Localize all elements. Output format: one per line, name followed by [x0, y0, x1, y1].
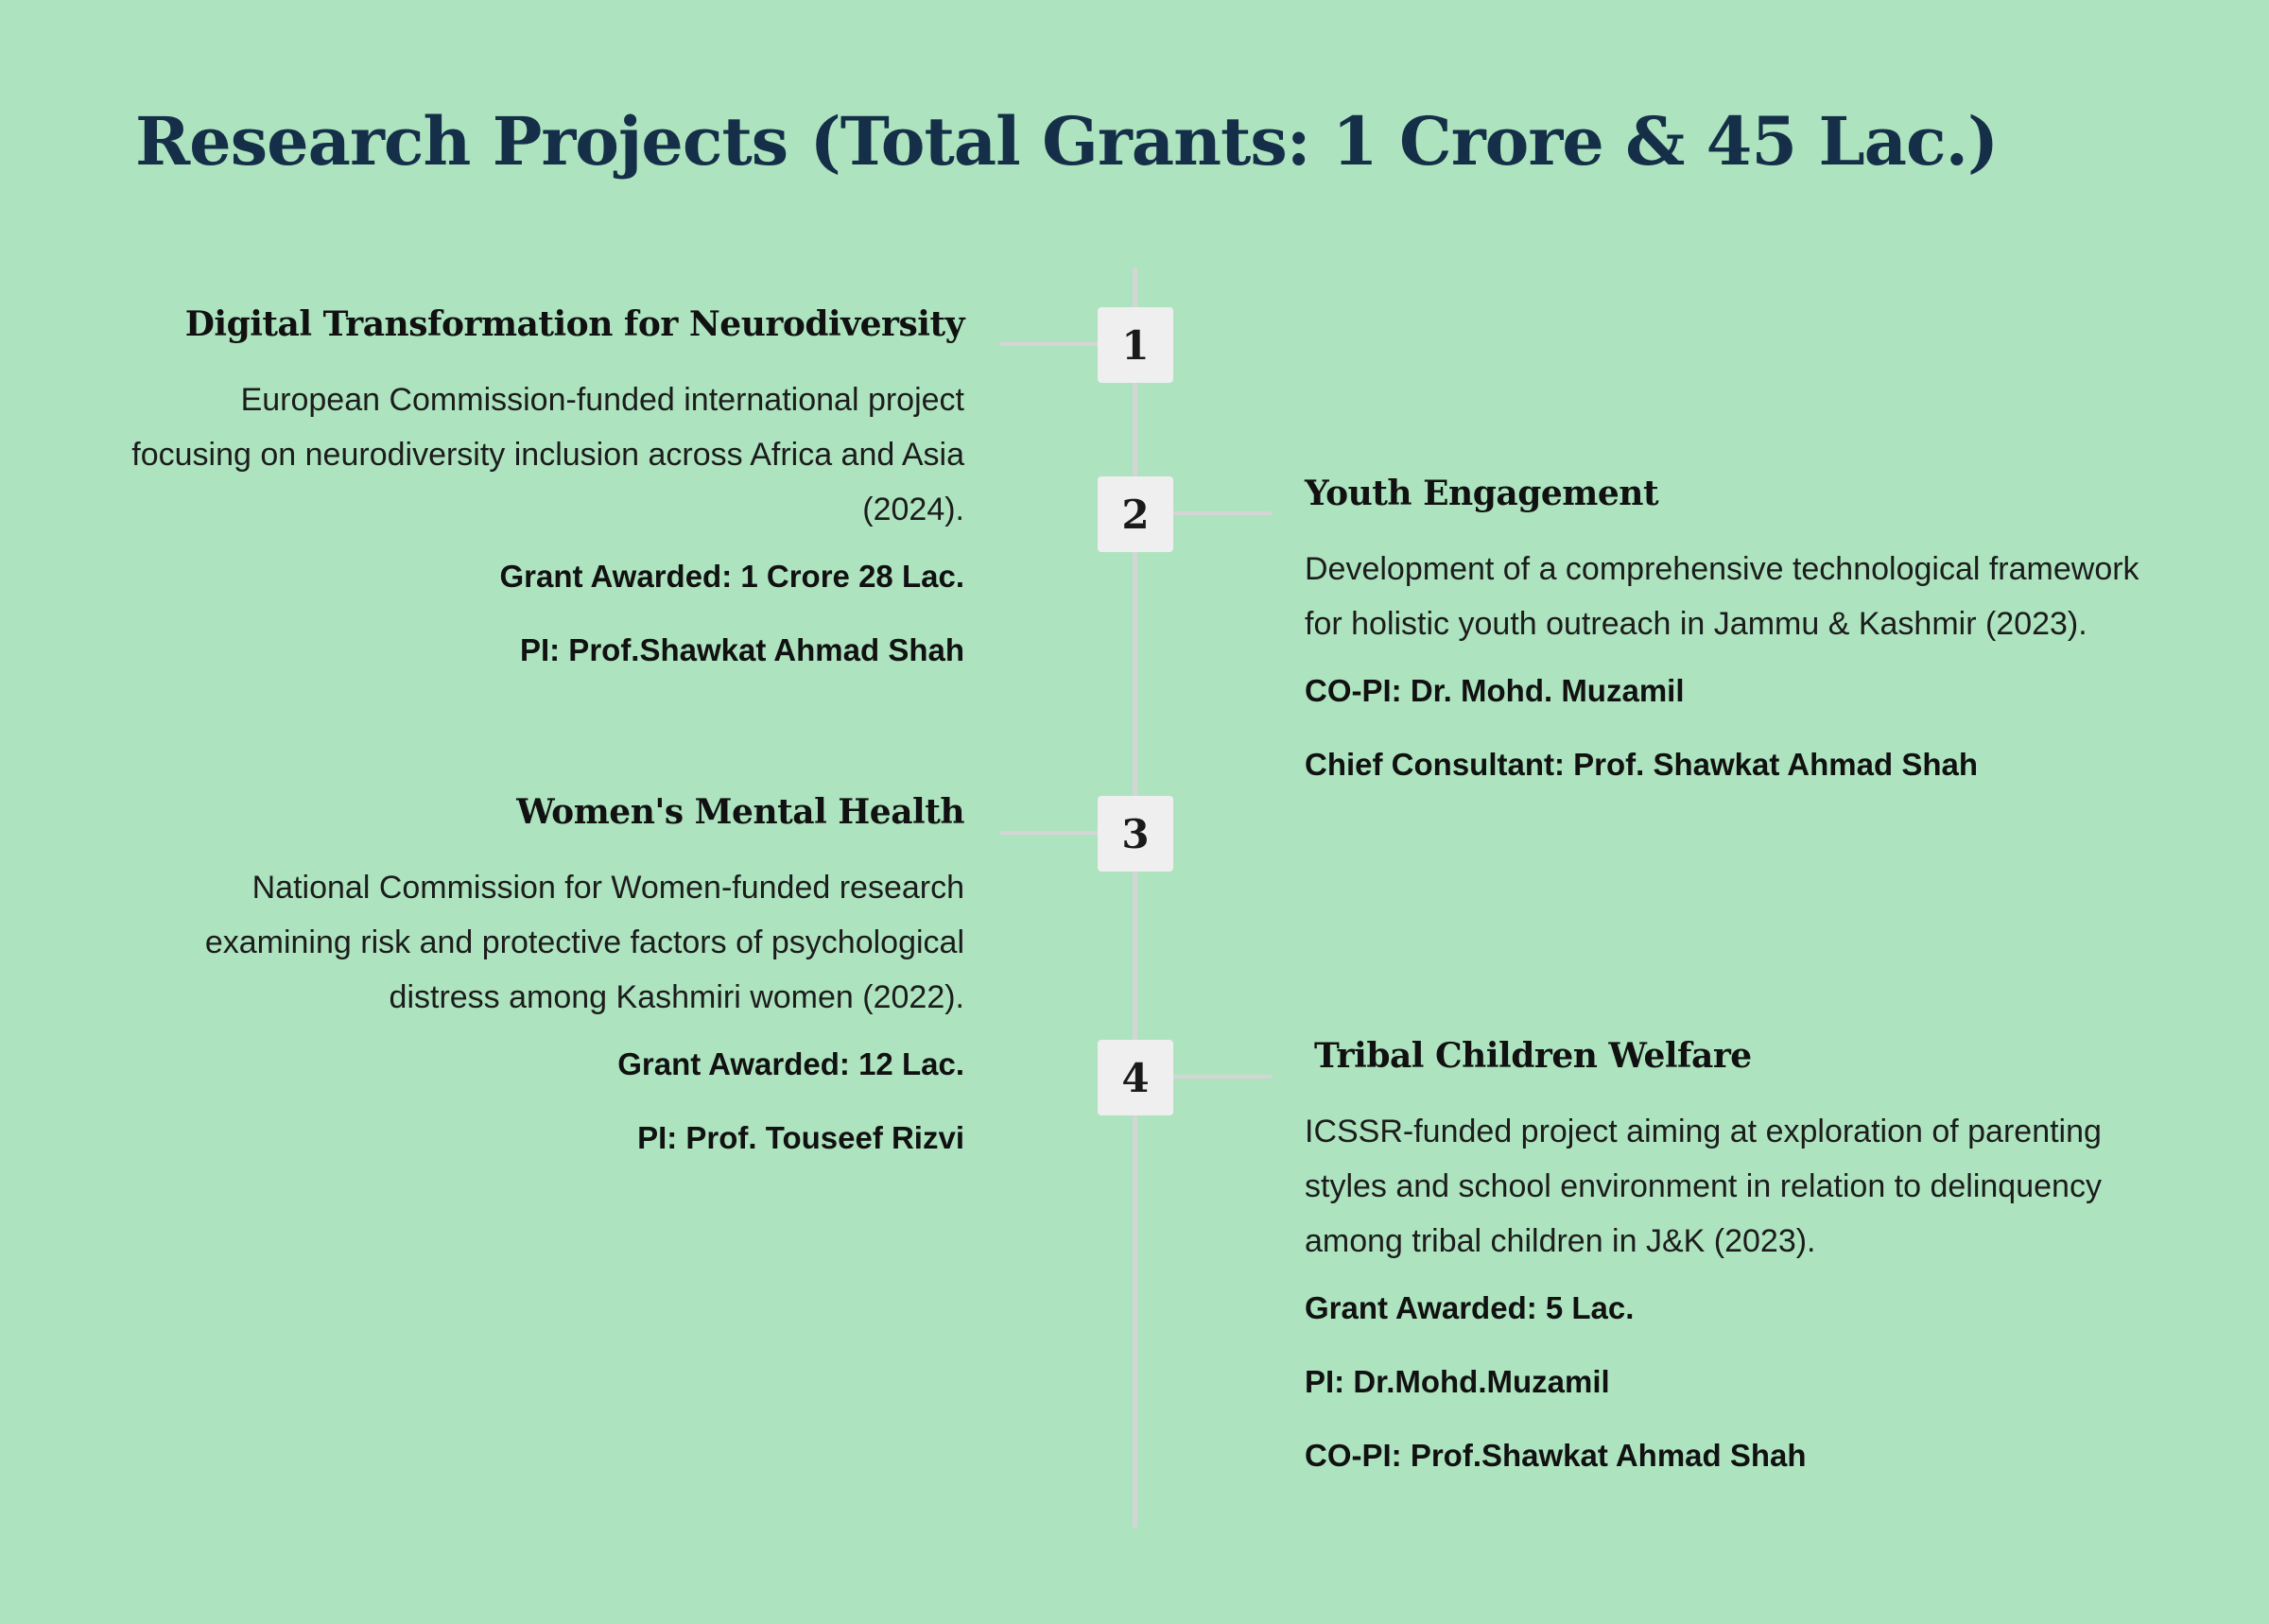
connector-2 [1173, 511, 1272, 515]
page-title: Research Projects (Total Grants: 1 Crore & 45 Lac.) [135, 102, 1999, 181]
connector-1 [999, 342, 1098, 346]
project-title: Tribal Children Welfare [1314, 1036, 1752, 1076]
co-principal-investigator: CO-PI: Prof.Shawkat Ahmad Shah [1305, 1438, 1807, 1473]
step-number-2: 2 [1098, 476, 1173, 552]
project-title: Digital Transformation for Neurodiversity [184, 304, 964, 344]
grant-awarded: Grant Awarded: 5 Lac. [1305, 1290, 1635, 1325]
principal-investigator: PI: Dr.Mohd.Muzamil [1305, 1364, 1610, 1399]
step-number-1: 1 [1098, 307, 1173, 383]
project-description: National Commission for Women-funded research examining risk and protective factors of psychological distress among Kashmiri women (2022). [204, 870, 964, 1015]
principal-investigator: PI: Prof. Touseef Rizvi [637, 1120, 964, 1155]
connector-3 [999, 831, 1098, 835]
project-card-1 [113, 304, 964, 705]
chief-consultant: Chief Consultant: Prof. Shawkat Ahmad Shah [1305, 747, 1978, 782]
co-principal-investigator: CO-PI: Dr. Mohd. Muzamil [1305, 673, 1685, 708]
project-description: Development of a comprehensive technological framework for holistic youth outreach in Jammu & Kashmir (2023). [1305, 551, 2139, 642]
project-description: ICSSR-funded project aiming at exploration of parenting styles and school environment in relation to delinquency among tribal children in J&K (2023). [1305, 1114, 2102, 1259]
grant-awarded: Grant Awarded: 12 Lac. [617, 1046, 964, 1081]
project-card-4 [1305, 1036, 2156, 1511]
project-title: Youth Engagement [1305, 474, 1659, 513]
timeline-line [1133, 268, 1137, 1528]
grant-awarded: Grant Awarded: 1 Crore 28 Lac. [499, 559, 964, 594]
project-title: Women's Mental Health [516, 792, 964, 832]
connector-4 [1173, 1075, 1272, 1079]
step-number-3: 3 [1098, 796, 1173, 872]
project-card-2 [1305, 474, 2156, 820]
project-description: European Commission-funded international project focusing on neurodiversity inclusion across Africa and Asia (2024). [131, 382, 964, 527]
step-number-4: 4 [1098, 1040, 1173, 1115]
principal-investigator: PI: Prof.Shawkat Ahmad Shah [519, 632, 964, 667]
project-card-3 [113, 792, 964, 1193]
